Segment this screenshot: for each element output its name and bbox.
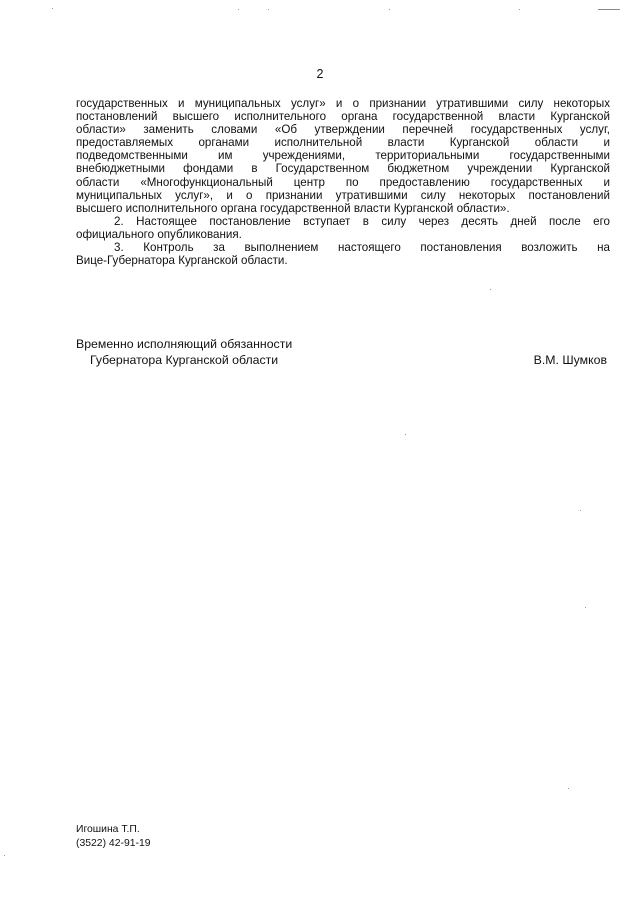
scan-artifact [4, 855, 5, 856]
text-line: постановлений высшего исполнительного органа государственной власти Курганской [76, 110, 610, 124]
text-line: 2. Настоящее постановление вступает в силу через десять дней после его [114, 214, 610, 228]
paragraph-1 [76, 97, 610, 215]
paragraph-2 [76, 215, 610, 241]
text-line: государственных и муниципальных услуг» и о признании утратившими силу некоторых [76, 97, 610, 110]
scan-artifact [52, 8, 53, 9]
scan-artifact [519, 9, 520, 10]
executor-block [76, 823, 151, 851]
text-line: подведомственными им учреждениями, территориальными государственными [76, 149, 610, 163]
scan-artifact [598, 9, 620, 10]
signatory-name: В.М. Шумков [533, 353, 607, 367]
text-line: области» заменить словами «Об утверждении перечней государственных услуг, [76, 123, 610, 137]
text-line: высшего исполнительного органа государственной власти Курганской области». [76, 201, 510, 215]
text-line: 3. Контроль за выполнением настоящего постановления возложить на [114, 241, 610, 255]
scan-artifact [490, 289, 491, 290]
paragraph-3 [76, 241, 610, 267]
signature-block [76, 336, 610, 368]
text-line: предоставляемых органами исполнительной власти Курганской области и [76, 136, 610, 150]
document-body [76, 97, 610, 267]
page-number: 2 [316, 67, 324, 81]
executor-name: Игошина Т.П. [76, 824, 140, 835]
scan-artifact [585, 607, 586, 608]
text-line: Вице-Губернатора Курганской области. [76, 254, 288, 268]
signatory-position: Временно исполняющий обязанности [76, 337, 293, 351]
text-line: официального опубликования. [76, 227, 242, 241]
scan-artifact [580, 510, 581, 511]
scan-artifact [405, 434, 406, 435]
text-line: области «Многофункциональный центр по предоставлению государственных и [76, 175, 610, 189]
text-line: муниципальных услуг», и о признании утратившими силу некоторых постановлений [76, 188, 610, 202]
scan-artifact [238, 9, 239, 10]
scan-artifact [268, 9, 269, 10]
scan-artifact [389, 9, 390, 10]
executor-phone: (3522) 42-91-19 [76, 838, 151, 849]
signatory-position: Губернатора Курганской области [90, 353, 279, 367]
text-line: внебюджетными фондами в Государственном бюджетном учреждении Курганской [76, 162, 610, 176]
scan-artifact [568, 788, 569, 789]
